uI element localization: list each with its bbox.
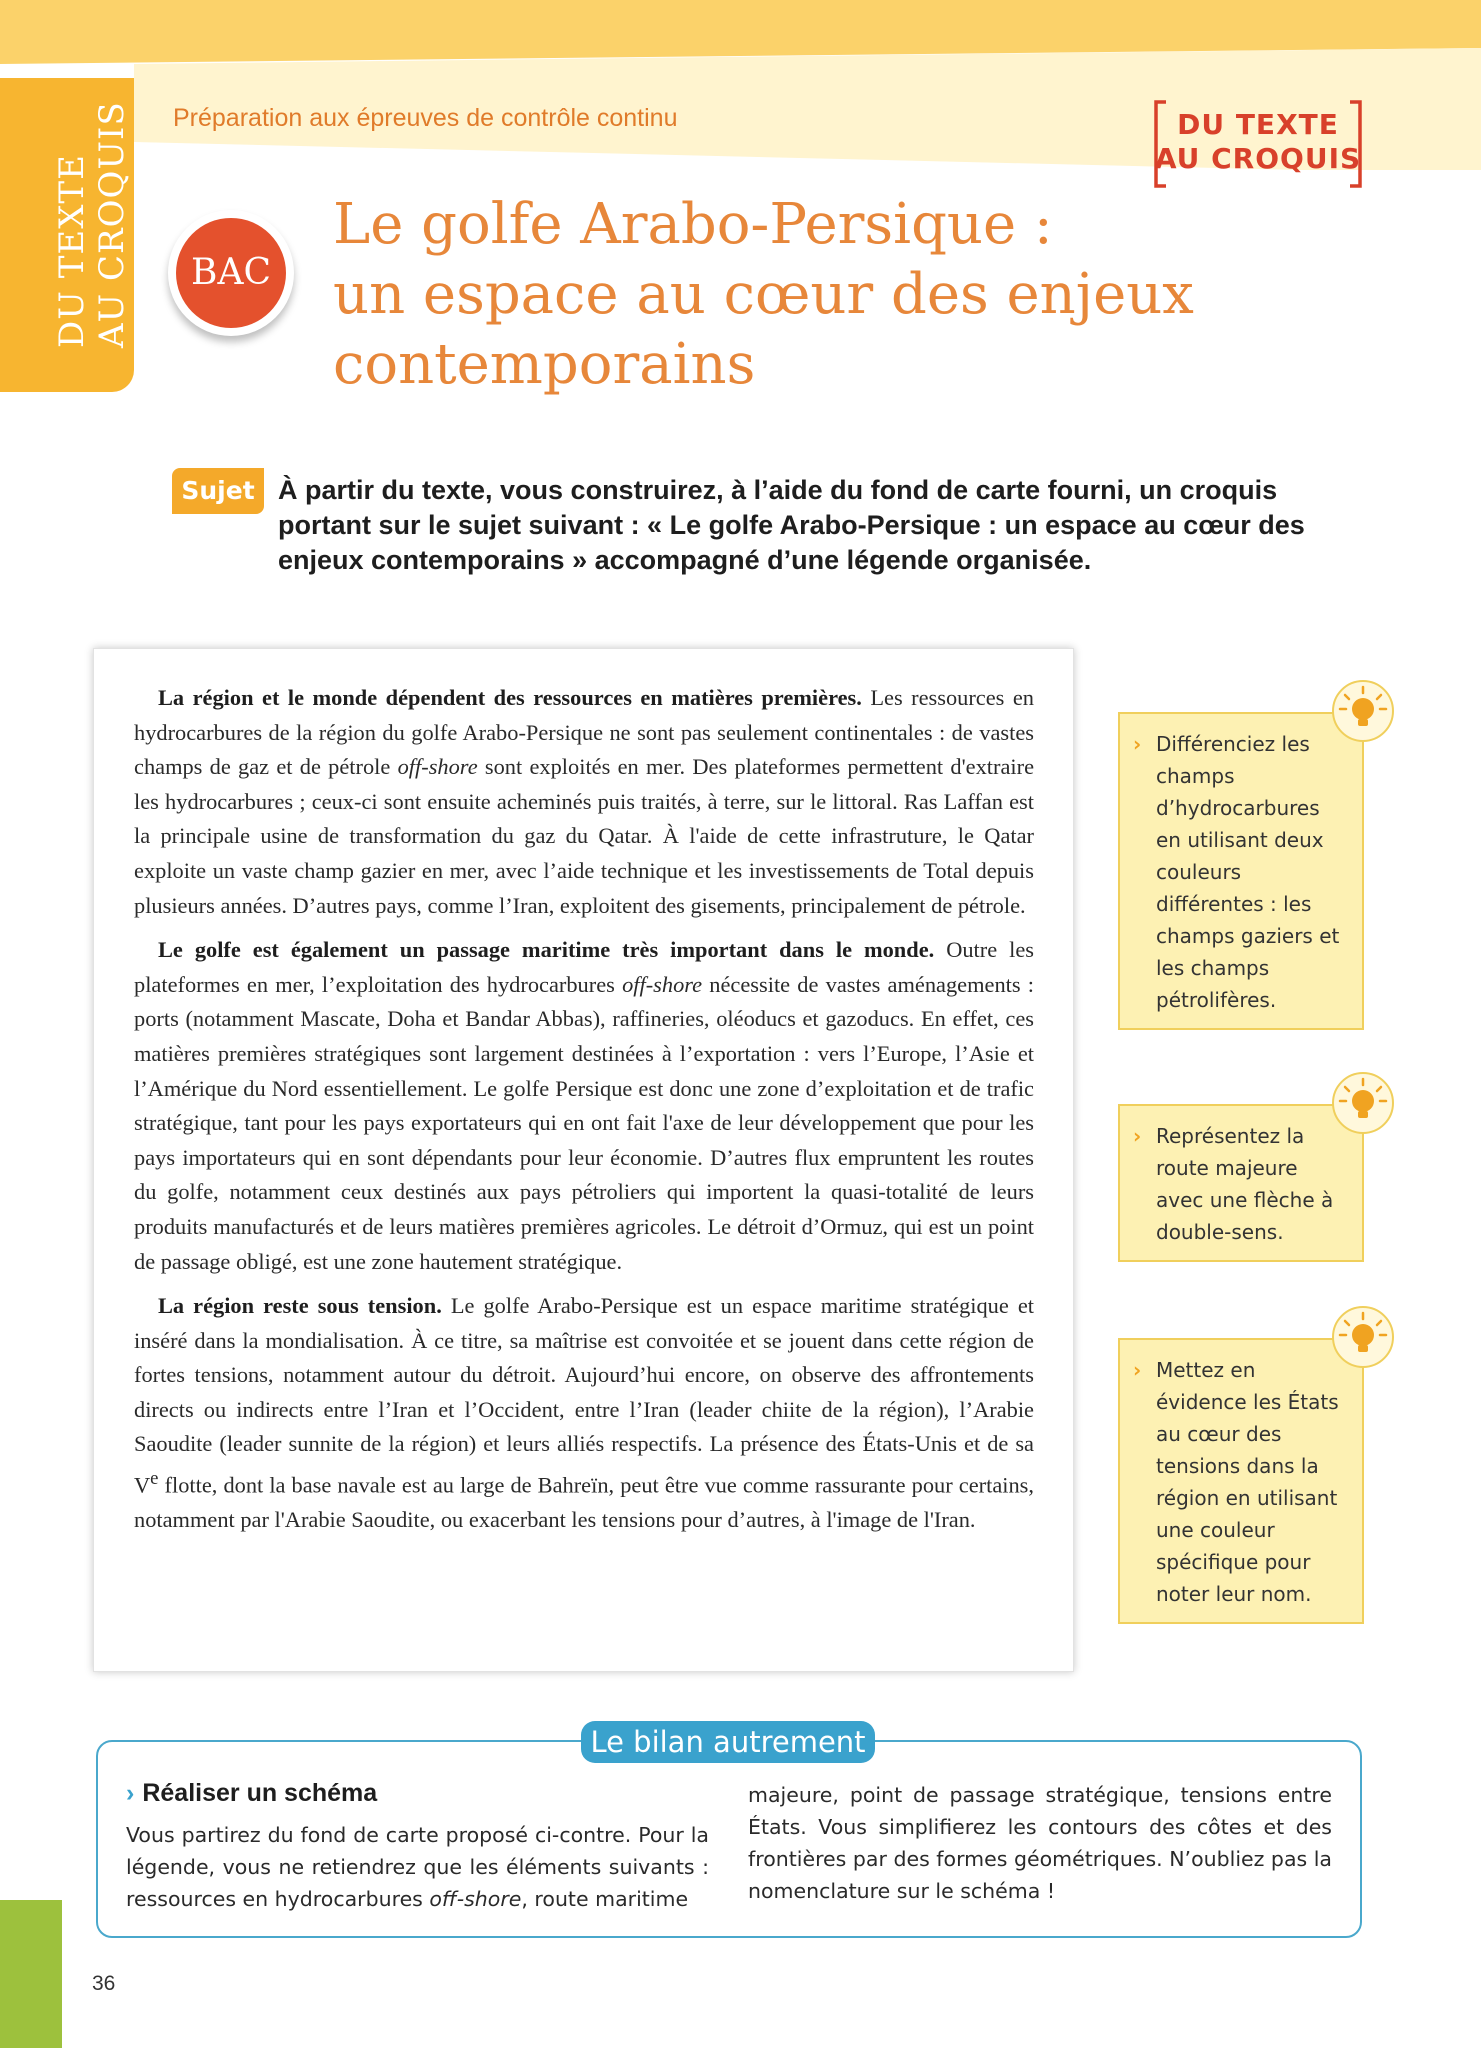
sujet-badge: Sujet [172,468,264,514]
chevron-right-icon: › [126,1779,135,1807]
hint-box [1118,1104,1364,1262]
paragraph [134,1289,1034,1538]
side-tab-line-1: DU TEXTE [52,154,92,348]
page-title [333,190,1373,400]
bac-badge [168,210,294,336]
emphasis: off-shore [622,971,703,997]
superscript: e [150,1468,159,1490]
sujet-text: À partir du texte, vous construirez, à l’aide du fond de carte fourni, un croquis portant sur le sujet suivant : « Le golfe Arabo-Persique : un espace au cœur des enjeux contemporains » accompagné d’une légende organisée. [278,475,1305,575]
stamp-line-2: AU CROQUIS [1154,142,1362,175]
bilan-heading-text: Réaliser un schéma [142,1779,378,1807]
paragraph [134,933,1034,1279]
bac-badge-label: BAC [176,218,286,328]
bilan-text: , route maritime [521,1887,689,1911]
paragraph-text: sont exploités en mer. Des plateformes permettent d'extraire les hydrocarbures ; ceux-ci sont ensuite acheminés puis traités, à terre, sur le littoral. Ras Laffan est la principale usine de transformation du gaz du Qatar. À l'aide de cette infrastruture, le Qatar exploite un vaste champ gazier en mer, avec l’aide technique et les investissements de Total depuis plusieurs années. D’autres pays, comme l’Iran, exploitent des gisements, principalement de pétrole. [134,754,1035,918]
paragraph-lead: La région et le monde dépendent des ressources en matières premières. [158,685,862,710]
paragraph-text: nécessite de vastes aménagements : ports (notamment Mascate, Doha et Bandar Abbas), raffineries, oléoducs et gazoducs. En effet, ces matières premières stratégiques sont largement destinées à l’exportation : vers l’Europe, l’Asie et l’Amérique du Nord essentiellement. Le golfe Persique est donc une zone d’exploitation et de trafic stratégique, tant pour les pays exportateurs qui en ont fait l'axe de leur développement que pour les pays importateurs qui en sont dépendants pour leur économie. D’autres flux empruntent les routes du golfe, notamment ceux destinés aux pays pétroliers qui importent la quasi-totalité de leurs produits manufacturés et de leurs matières premières agricoles. Le détroit d’Ormuz, qui est un point de passage obligé, est une zone hautement stratégique. [134,971,1035,1274]
lightbulb-icon [1330,1304,1396,1370]
chevron-right-icon: › [1133,1358,1142,1382]
paragraph [134,681,1034,923]
paragraph-lead: Le golfe est également un passage maritime très important dans le monde. [158,937,935,963]
chevron-right-icon: › [1133,732,1142,756]
chevron-right-icon: › [1133,1124,1142,1148]
lightbulb-icon [1330,678,1396,744]
emphasis: off-shore [397,754,478,780]
hint-box [1118,1338,1364,1624]
side-tab-line-2: AU CROQUIS [92,101,132,348]
paragraph-text: Les ressources en hydrocarbures de la région du golfe Arabo-Persique ne sont pas seulement continentales : de vastes champs de gaz et de pétrole [134,685,1035,780]
source-text-box [93,648,1074,1672]
title-line: Le golfe Arabo-Persique : [333,192,1053,257]
footer-bar [0,1900,62,2048]
stamp-line-1: DU TEXTE [1177,108,1339,141]
bilan-tag: Le bilan autrement [581,1721,875,1763]
hint-box [1118,712,1364,1030]
emphasis: off-shore [429,1887,522,1911]
bilan-text: Vous partirez du fond de carte proposé ci-contre. Pour la légende, vous ne retiendrez que les éléments suivants : ressources en hydrocarbures [126,1823,709,1911]
side-tab-label [40,101,140,370]
bilan-text-col-1 [126,1819,709,1915]
title-line: un espace au cœur des enjeux [333,262,1194,327]
kicker: Préparation aux épreuves de contrôle continu [173,104,678,132]
paragraph-text: Outre les plateformes en mer, l’exploitation des hydrocarbures [134,937,1034,997]
section-stamp [1152,98,1364,190]
hint-text: Mettez en évidence les États au cœur des tensions dans la région en utilisant une couleur spécifique pour noter leur nom. [1156,1358,1339,1606]
source-text [134,681,1034,1538]
lightbulb-icon [1330,1070,1396,1136]
bilan-heading [126,1779,377,1808]
paragraph-text: flotte, dont la base navale est au large de Bahreïn, peut être vue comme rassurante pour certains, notamment par l'Arabie Saoudite, ou exacerbant les tensions pour d’autres, à l'image de l'Iran. [134,1472,1034,1533]
paragraph-text: Le golfe Arabo-Persique est un espace maritime stratégique et inséré dans la mondialisation. À ce titre, sa maîtrise est convoitée et se jouent dans cette région de fortes tensions, notamment autour du détroit. Aujourd’hui encore, on observe des affrontements directs ou indirects entre l’Iran et l’Occident, entre l’Iran (leader chiite de la région), l’Arabie Saoudite (leader sunnite de la région) et leurs alliés respectifs. La présence des États-Unis et de sa V [134,1293,1034,1498]
bilan-text-col-2: majeure, point de passage stratégique, tensions entre États. Vous simplifierez les contours des côtes et des frontières par des formes géométriques. N’oubliez pas la nomenclature sur le schéma ! [748,1783,1332,1903]
hint-text: Différenciez les champs d’hydrocarbures en utilisant deux couleurs différentes : les champs gaziers et les champs pétrolifères. [1156,732,1340,1012]
page-number: 36 [92,1972,116,1995]
title-line: contemporains [333,332,756,397]
paragraph-lead: La région reste sous tension. [158,1293,442,1319]
hint-text: Représentez la route majeure avec une flèche à double-sens. [1156,1124,1334,1244]
